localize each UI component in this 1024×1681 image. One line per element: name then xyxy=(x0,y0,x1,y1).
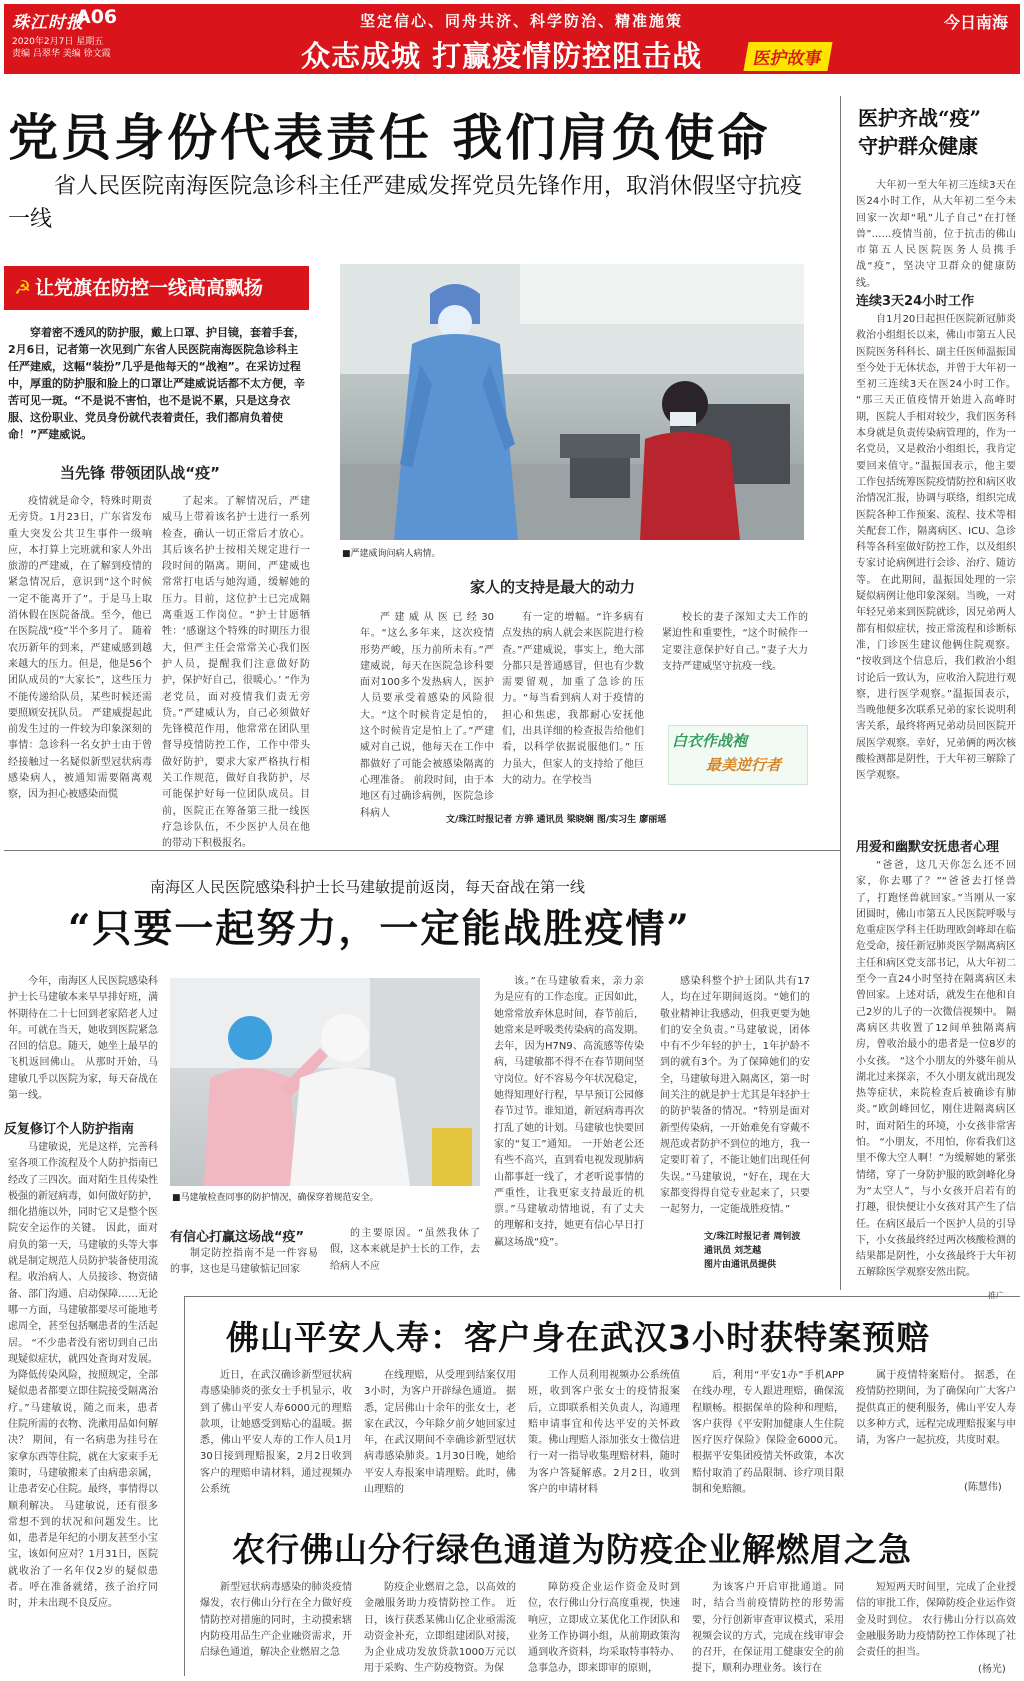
article2-headline: “只要一起努力，一定能战胜疫情” xyxy=(68,906,691,952)
ad1-col4: 后，利用“平安1办”手机APP在线办理，专人跟进理赔，确保流程顺畅。根据保单的险种和理赔，客户获得《平安附加健康人生住院医疗医疗保险》保险金6000元。根据平安集团疫情关怀政策，本次赔付取消了药品限制、诊疗项目限制和免赔额。 xyxy=(692,1370,844,1496)
article2-credit: 文/珠江时报记者 周钊波 通讯员 刘芝越 图片由通讯员提供 xyxy=(704,1232,801,1270)
ad1-col5: 属于疫情特案赔付。 据悉，在疫情防控期间，为了确保向广大客户提供真正的便利服务，佛山平安人寿以多种方式，远程完成理赔报案与申请，为客户一起抗疫，共度时艰。 xyxy=(856,1370,1016,1447)
article2-col-b2: 的主要原因。“虽然我休了假，这本来就是护士长的工作，去给病人不应 xyxy=(330,1228,480,1272)
ad2-col1: 新型冠状病毒感染的肺炎疫情爆发，农行佛山分行在全力做好疫情防控对措施的同时，主动摸索辖内防疫用品生产企业融资需求，开启绿色通道，解决企业燃眉之急 xyxy=(200,1582,352,1659)
ad1-col2: 在线理赔，从受理到结案仅用3小时，为客户开辟绿色通道。 据悉，定居佛山十余年的张女士，老家在武汉，今年除夕前夕她回家过年，在武汉期间不幸确诊新型冠状病毒感染肺炎。1月30日晚，她给平安人寿报案申请理赔。此时，佛山理赔的 xyxy=(364,1370,516,1496)
sidebar-intro: 大年初一至大年初三连续3天在医24小时工作，从大年初二至今未回家一次却“吼”儿子自己“在打怪兽”……疫情当前，位于抗击的佛山市第五人民医院医务人员携手战“疫”，坚决守卫群众的健康防线。 xyxy=(856,180,1016,289)
slogan: 坚定信心、同舟共济、科学防治、精准施策 xyxy=(360,12,684,30)
article2-col-d: 感染科整个护士团队共有17人，均在过年期间返岗。“她们的敬业精神让我感动，但我更要为她们的安全负责。”马建敏说，团体中有不少年轻的护士，1年护龄不到的就有3个。为了保障她们的安全，马建敏每进入隔离区，第一时间关注的就是护士尤其是年轻护士的防护装备的情况。“特别是面对新型传染病，一开始难免有穿戴不规范或者防护不到位的地方，我一定要盯着了，不能让她们出现任何失误。”马建敏说，“好在，现在大家都变得得自觉专业起来了，只要一起努力，一定能战胜疫情。” xyxy=(660,976,810,1216)
sidebar-divider xyxy=(840,96,841,1290)
article2-col-a2: 马建敏说，光是这样，完善科室各项工作流程及个人防护指南已经改了三四次。面对陌生且传染性极强的新冠病毒，如何做好防护，细化措施以外，同时它又是整个医院安全运作的关键。 因此，面对肩负的第一天，马建敏的头等大事就是制定规范人员防护装备使用流程。收治病人、人员接诊、物资储备、部门沟通、启动保障……无论哪一方面，马建敏都要尽可能地考虑周全，甚至包括嘱患者的生活起居。 “不少患者没有密切到自己出现疑似症状，就四处查询对发展。为降低传染风险，按照规定，全部疑似患者都要立即住院接受隔离治疗。”马建敏说，随之而来，患者住院所需的衣物、洗漱用品如何解决？ 期间，有一名病患为挂号在家拿东西等住院，就在大家束手无策时，马建敏搬来了由病患亲属，让患者安心住院。最终，事情得以顺利解决。 马建敏说，还有很多常想不到的状况和问题发生。比如，患者是年纪的小朋友甚至小宝宝，该如何应对？1月31日，医院就收治了一名年仅2岁的疑似患者。呼在准备就绪，孩子治疗同时，并未出现不良反应。 xyxy=(8,1142,158,1610)
ad1-col1: 近日，在武汉确诊新型冠状病毒感染肺炎的张女士手机显示，收到了佛山平安人寿6000元的理赔款项，让她感受到贴心的温暖。据悉，佛山平安人寿的工作人员1月30日接到理赔报案，2月2日收到客户的理赔申请材料，通过视频办公系统 xyxy=(200,1370,352,1496)
article2-col-c: 该。”在马建敏看来，亲力亲为是应有的工作态度。正因如此，她常常放弃休息时间，春节前后，她常来是呼吸类传染病的高发期。去年，因为H7N9、高流感等传染病，马建敏都不得不在春节期间坚守岗位。好不容易今年状况稳定，她得知理好行程，早早预订公园修春节过节。谁知道，新冠病毒再次打乱了她的计划。马建敏也快要回家的“复工”通知。 一开始老公还有些不高兴，直到看电视发现肺病山都事赶一线了，才老听说事情的严重性，让我更家支持最近的机票。”马建敏动情地说，有了丈夫的理解和支持，她更有信心早日打赢这场战“疫”。 xyxy=(494,976,644,1248)
masthead xyxy=(4,4,1020,74)
ad1-col3: 工作人员利用视频办公系统值班，收到客户张女士的疫情报案后，立即联系相关负责人，沟通理赔申请事宜和传达平安的关怀政策。佛山理赔人添加张女士微信进行一对一指导收集理赔材料，随时为客户答疑解惑。2月2日，收到客户的申请材料 xyxy=(528,1370,680,1496)
article1-headline: 党员身份代表责任 我们肩负使命 xyxy=(8,108,771,167)
article2-kicker: 南海区人民医院感染科护士长马建敏提前返岗，每天奋战在第一线 xyxy=(150,878,586,896)
sidebar-headline: 医护齐战“疫” 守护群众健康 xyxy=(858,106,982,158)
article1-section2-title: 家人的支持是最大的动力 xyxy=(470,578,636,596)
ad2-sign: (杨光) xyxy=(978,1664,1006,1675)
photo-doctor-patient xyxy=(340,264,804,540)
ad2-col5: 短短两天时间里，完成了企业授信的审批工作，保障防疫企业运作资金及时到位。 农行佛山分行以高效金融服务助力疫情防控工作体现了社会责任的担当。 xyxy=(856,1582,1016,1659)
article1-credit: 文/珠江时报记者 方骅 通讯员 梁晓娴 图/实习生 廖丽瑶 xyxy=(446,815,667,825)
photo1-caption: ■严建威询问病人病情。 xyxy=(342,549,441,559)
article1-section1-title: 当先锋 带领团队战“疫” xyxy=(60,464,220,482)
ad2-headline: 农行佛山分行绿色通道为防疫企业解燃眉之急 xyxy=(232,1530,912,1569)
photo2-caption: ■马建敏检查同事的防护情况，确保穿着规范安全。 xyxy=(172,1193,379,1203)
ad1-sign: (陈慧伟) xyxy=(964,1482,1002,1493)
ad2-col2: 防疫企业燃眉之急，以高效的金融服务助力疫情防控工作。 近日，该行获悉某佛山亿企业亟需流动资金补充，立即组建团队对接，为企业成功发放贷款1000万元以用于采购、生产防疫物资。为保 xyxy=(364,1582,516,1675)
issue-meta: 2020年2月7日 星期五 责编 吕翠华 美编 徐文霞 xyxy=(12,37,111,59)
page-code: A06 xyxy=(76,6,118,28)
party-emblem-icon: ☭ xyxy=(14,277,32,299)
photo-doctor-patient-illustration xyxy=(340,264,804,540)
photo-nurse-check-illustration xyxy=(170,978,480,1186)
ad-top-rule xyxy=(184,1296,1020,1297)
ad1-headline: 佛山平安人寿：客户身在武汉3小时获特案预赔 xyxy=(226,1318,930,1357)
ad-left-rule xyxy=(184,1296,185,1676)
sidebar-body1: 自1月20日起担任医院新冠肺炎救治小组组长以来，佛山市第五人民医院医务科科长、副主任医师温振国至今处于无休状态，并曾于大年初一至初三连续3天在医24小时工作。 “那三天正值疫情开始进入高峰时期，医院人手相对较少，我们医务科本身就是负责传染病管理的，作为一名党员，又是救治小组组长，我肯定要回来值守。”温振国表示，他主要工作包括统筹医院疫情防控和病区收治情况汇报，协调与联络，组织完成医院各种工作预案、流程、技术等相关配套工作，隔离病区、ICU、急诊科等各科室做好防控工作，以及组织专家讨论病例进行会诊、治疗、随访等。 在此期间，温振国处理的一宗疑似病例让他印象深刻。当晚，一对年轻兄弟来到医院就诊，因兄弟两人都有相似症状，按正常流程和诊断标准，门诊医生建议他俩住院观察。 “按收到这个信息后，我们救治小组讨论后一致认为，应收治入院进行观察，进行医学观察。”温振国表示，当晚他便多次联系兄弟的家长说明利害关系，最终将两兄弟动员回医院开展医学观察。幸好，兄弟俩的两次核酸检测都是阴性，于大年初三解除了医学观察。 xyxy=(856,314,1016,782)
series-tag: 医护故事 xyxy=(743,42,832,71)
article1-col5: 校长的妻子深知丈夫工作的紧迫性和重要性，“这个时候作一定要注意保护好自己。”妻子大力支持严建威坚守抗疫一线。 xyxy=(662,612,808,672)
promo-badge-line2: 最美逆行者 xyxy=(706,756,782,774)
section-name: 今日南海 xyxy=(943,13,1008,32)
article2-sub-a: 反复修订个人防护指南 xyxy=(4,1122,135,1137)
sidebar-body2: “爸爸，这几天你怎么还不回家，你去哪了？”“爸爸去打怪兽了，打跑怪兽就回家。”当刚从一家团圆时，佛山市第五人民医院呼吸与危重症医学科主任助理欧剑峰却在临危受命，接任新冠肺炎医学隔离病区主任和病区党支部书记，从大年初二至今一直24小时坚持在隔离病区未曾回家。上述对话，就发生在他和自己2岁的儿子的一次微信视频中。 隔离病区共收置了12间单独隔离病房，曾收治最小的患者是一位8岁的小女孩。 “这个小朋友的外婆年前从湖北过来探亲，不久小朋友就出现发热等症状，来院检查后被确诊有肺炎。”欧剑峰回忆，刚住进隔离病区时，面对陌生的环境，小女孩非常害怕。 “小朋友，不用怕，你看我们这里不像大空人啊！”为缓解她的紧张情绪，穿了一身防护服的欧剑峰化身为“太空人”，与小女孩开启若有的打趣，很快便让小女孩对其产生了信任。在病区最后一个医护人员的引导下，小女孩最终经过两次核酸检测的结果都是阴性，小女孩最终于大年初五解除医学观察安然出院。 xyxy=(856,860,1016,1279)
article2-top-rule xyxy=(4,850,840,851)
party-banner xyxy=(4,266,309,310)
article2-col-a: 今年，南海区人民医院感染科护士长马建敏本来早早排好班，满怀期待在二十七回到老家陪老人过年。可就在当天，她收到医院紧急召回的信息。随天，她坐上最早的飞机返回佛山。 从那时开始，马建敏几乎以医院为家，每天奋战在第一线。 xyxy=(8,976,158,1102)
promo-badge-line1: 白衣作战袍 xyxy=(672,732,748,750)
article2-col-b1: 制定防控指南不是一件容易的事，这也是马建敏惦记回家 xyxy=(170,1248,318,1276)
party-banner-text: 让党旗在防控一线高高飘扬 xyxy=(35,277,264,299)
ad2-col3: 障防疫企业运作资金及时到位，农行佛山分行高度重视，快速响应，立即成立某优化工作团队和业务工作协调小组，从前期政策沟通到收齐资料，均采取特事特办、急事急办，即来即审的原则， xyxy=(528,1582,680,1675)
article1-lead: 穿着密不透风的防护服，戴上口罩、护目镜，套着手套，2月6日，记者第一次见到广东省人民医院南海医院急诊科主任严建威，这幅“装扮”几乎是他每天的“战袍”。在采访过程中，厚重的防护服和脸上的口罩让严建威说话都不太方便，辛苦可见一斑。“不是说不害怕，也不是说不累，只是这身衣服、这份职业、党员身份就代表着责任，我们都肩负着使命！”严建威说。 xyxy=(8,326,305,441)
sidebar-title1: 连续3天24小时工作 xyxy=(856,294,975,309)
ad-tag: 推广 xyxy=(988,1291,1004,1300)
article1-col1: 疫情就是命令，特殊时期责无旁贷。1月23日，广东省发布重大突发公共卫生事件一级响应，本打算上完班就和家人外出旅游的严建威，在了解到疫情的紧急情况后，意识到“这个时候一定不能离开了”。于是马上取消休假在医院备战。至今，他已在医院战“疫”半个多月了。 随着农历新年的到来，严建威感到越来越大的压力。但是，他是56个团队成员的“大家长”，这些压力不能传递给队员，某些时候还需要照顾安抚队员。 严建威提起此前发生过的一件较为印象深刻的事情：急诊科一名女护士由于曾经接触过一名疑似新型冠状病毒感染病人，被通知需要隔离观察，因为担心被感染而慌 xyxy=(8,496,152,801)
article2-sub-b: 有信心打赢这场战“疫” xyxy=(170,1230,305,1245)
article1-subhead: 省人民医院南海医院急诊科主任严建威发挥党员先锋作用，取消休假坚守抗疫一线 xyxy=(8,174,803,232)
article1-col2: 了起来。了解情况后，严建威马上带着该名护士进行一系列检查，确认一切正常后才放心。 其后该名护士按相关规定进行一段时间的隔离。期间，严建威也常常打电话与她沟通，缓解她的压力。目前，这位护士已完成隔离重返工作岗位。“护士甘愿牺牲：‘感谢这个特殊的时期压力很大，但严主任会常常关心我们医护人员，提醒我们注意做好防护，保护好自己，很暖心。’ “作为老党员，面对疫情我们责无旁贷。”严建威认为，自己必须做好先锋模范作用，他常常在团队里督导疫情防控工作，工作中带头做好防护，要求大家严格执行相关工作规范，做好自我防护，尽可能保护好每一位团队成员。目前，医院正在筹备第三批一线医疗急诊队伍，不少医护人员在他的带动下积极报名。 xyxy=(162,496,310,850)
newspaper-logo: 珠江时报 xyxy=(12,13,84,33)
campaign-banner: 众志成城 打赢疫情防控阻击战 xyxy=(301,39,703,73)
photo-nurse-check xyxy=(170,978,480,1186)
article1-col3: 严建威从医已经30年。“这么多年来，这次疫情形势严峻，压力前所未有。”严建威说，每天在医院急诊科要面对100多个发热病人，医护人员要承受着感染的风险很大。“这个时候肯定是怕的，这个时候肯定是怕上了。”严建威对自己说，他每天在工作中都做好了可能会被感染隔离的心理准备。 前段时间，由于本地区有过确诊病例，医院急诊科病人 xyxy=(360,612,494,819)
ad2-col4: 为该客户开启审批通道。同时，结合当前疫情防控的形势需要，分行创新审查审议模式，采用视频会议的方式，完成在线审审会的召开，在保证用工健康安全的前提下，顺利办理业务。该行在 xyxy=(692,1582,844,1675)
article1-col4: 有一定的增幅。“许多病有点发热的病人就会来医院进行检查。”严建威说，事实上，绝大部分都只是普通感冒，但也有少数需要留观，加重了急诊的压力。“每当看到病人对于疫情的担心和焦虑，我都耐心安抚他们，出具详细的检查报告给他们看，以科学依据说服他们。” 压力虽大，但家人的支持给了他巨大的动力。在学校当 xyxy=(502,612,644,786)
sidebar-title2: 用爱和幽默安抚患者心理 xyxy=(856,840,1000,855)
